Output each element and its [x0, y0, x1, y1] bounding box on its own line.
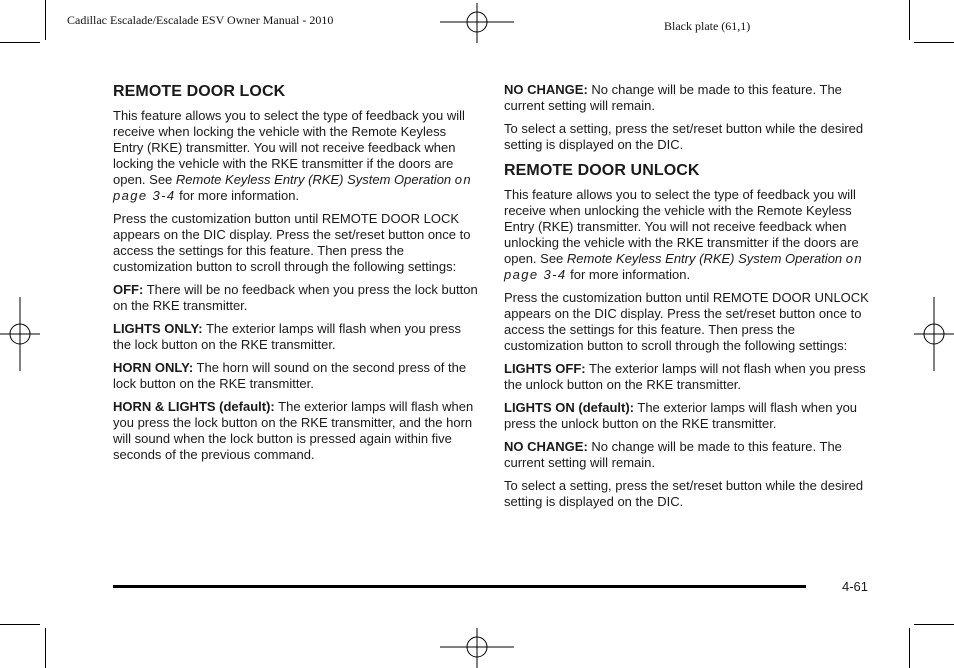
- intro-paragraph: This feature allows you to select the type of feedback you will receive when unlocking the vehicle with the Remote Keyless Entry (RKE) transmitter. You will not receive feedback when unlocking the vehicle with the RKE transmitter if the doors are open. See Remote Keyless Entry (RKE) System Operation on page 3-4 for more information.: [504, 187, 864, 282]
- option-lights-off: LIGHTS OFF: The exterior lamps will not flash when you press the unlock button on the RKE transmitter.: [504, 361, 866, 392]
- option-label: LIGHTS ONLY:: [113, 321, 203, 336]
- crop-mark: [914, 42, 954, 43]
- crop-mark: [914, 624, 954, 625]
- option-label: HORN & LIGHTS (default):: [113, 399, 275, 414]
- option-label: HORN ONLY:: [113, 360, 194, 375]
- registration-mark-right: [914, 297, 954, 371]
- option-label: NO CHANGE:: [504, 82, 588, 97]
- manual-title-header: Cadillac Escalade/Escalade ESV Owner Manual - 2010: [67, 13, 334, 27]
- plate-label-header: Black plate (61,1): [664, 19, 751, 33]
- option-horn-and-lights: HORN & LIGHTS (default): The exterior lamps will flash when you press the lock button on the RKE transmitter, and the horn will sound when the lock button is pressed again within five seconds of the previous command.: [113, 399, 474, 462]
- crop-mark: [45, 0, 46, 40]
- cross-reference-page[interactable]: on page 3-4: [504, 251, 864, 282]
- registration-mark-left: [0, 297, 40, 371]
- registration-mark-top: [440, 3, 514, 43]
- left-column: [113, 82, 478, 470]
- section-heading-remote-door-unlock: REMOTE DOOR UNLOCK: [504, 162, 700, 179]
- cross-reference-link[interactable]: Remote Keyless Entry (RKE) System Operation: [566, 251, 843, 266]
- crop-mark: [0, 42, 40, 43]
- option-no-change-continued: NO CHANGE: No change will be made to this feature. The current setting will remain.: [504, 82, 842, 113]
- crop-mark: [909, 628, 910, 668]
- option-horn-only: HORN ONLY: The horn will sound on the second press of the lock button on the RKE transmitter.: [113, 360, 467, 391]
- registration-mark-bottom: [440, 628, 514, 668]
- option-lights-on: LIGHTS ON (default): The exterior lamps will flash when you press the unlock button on the RKE transmitter.: [504, 400, 858, 431]
- select-setting-note: To select a setting, press the set/reset button while the desired setting is displayed on the DIC.: [504, 478, 864, 509]
- intro-paragraph: This feature allows you to select the type of feedback you will receive when locking the vehicle with the Remote Keyless Entry (RKE) transmitter. You will not receive feedback when locking the vehicle with the RKE transmitter if the doors are open. See Remote Keyless Entry (RKE) System Operation on page 3-4 for more information.: [113, 108, 473, 203]
- option-lights-only: LIGHTS ONLY: The exterior lamps will flash when you press the lock button on the RKE transmitter.: [113, 321, 461, 352]
- option-no-change: NO CHANGE: No change will be made to this feature. The current setting will remain.: [504, 439, 842, 470]
- footer-rule: [113, 585, 806, 588]
- option-off: OFF: There will be no feedback when you press the lock button on the RKE transmitter.: [113, 282, 478, 313]
- crop-mark: [0, 624, 40, 625]
- instructions-paragraph: Press the customization button until REMOTE DOOR UNLOCK appears on the DIC display. Press the set/reset button once to access the settings for this feature. Then press the customization button to scroll through the following settings:: [504, 290, 869, 353]
- crop-mark: [909, 0, 910, 40]
- right-column: [504, 82, 869, 517]
- option-label: LIGHTS OFF:: [504, 361, 586, 376]
- select-setting-note: To select a setting, press the set/reset button while the desired setting is displayed on the DIC.: [504, 121, 864, 152]
- section-heading-remote-door-lock: REMOTE DOOR LOCK: [113, 83, 286, 100]
- cross-reference-page[interactable]: on page 3-4: [113, 172, 473, 203]
- cross-reference-link[interactable]: Remote Keyless Entry (RKE) System Operation: [175, 172, 452, 187]
- instructions-paragraph: Press the customization button until REMOTE DOOR LOCK appears on the DIC display. Press the set/reset button once to access the settings for this feature. Then press the customization button to scroll through the following settings:: [113, 211, 471, 274]
- option-label: OFF:: [113, 282, 144, 297]
- crop-mark: [45, 628, 46, 668]
- option-label: NO CHANGE:: [504, 439, 588, 454]
- page-number: 4-61: [842, 579, 869, 594]
- option-label: LIGHTS ON (default):: [504, 400, 634, 415]
